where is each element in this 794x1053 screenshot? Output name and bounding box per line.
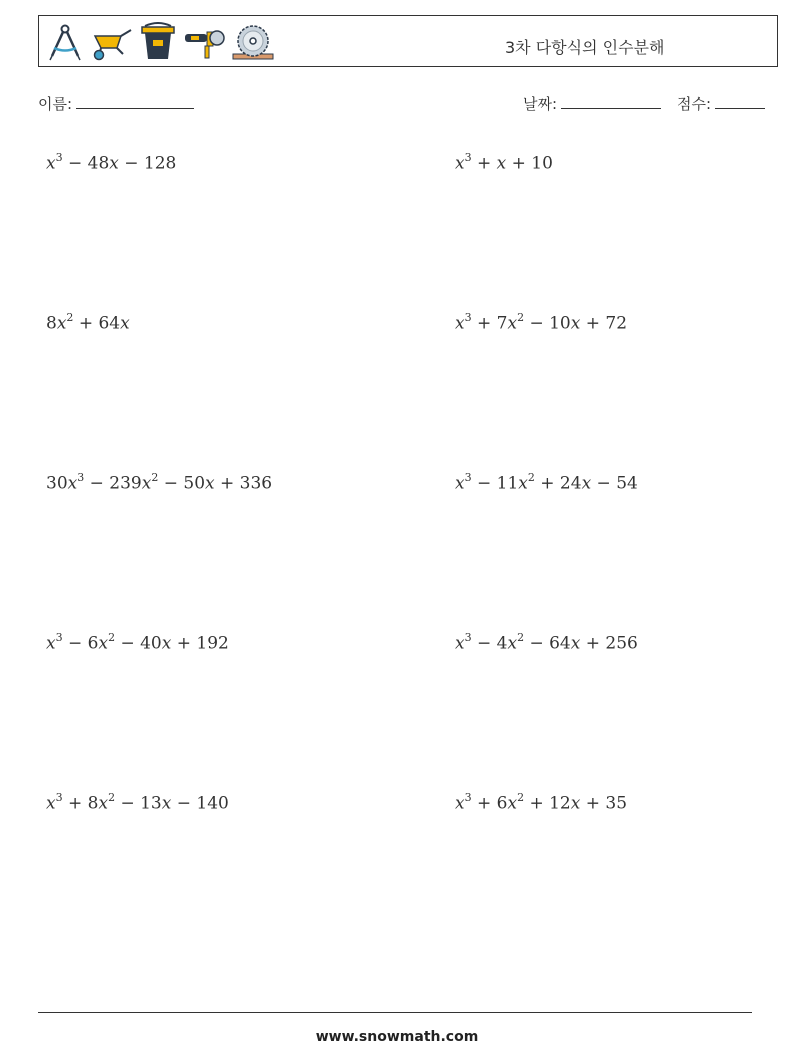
variable: x [98, 793, 109, 814]
variable: x [455, 473, 465, 494]
exponent: 2 [108, 631, 116, 644]
date-field [523, 93, 661, 114]
term-text: − 50 [158, 473, 206, 494]
problem-9 [46, 792, 229, 814]
variable: x [507, 633, 518, 654]
term-text: + 35 [580, 793, 628, 814]
exponent: 2 [517, 791, 525, 804]
variable: x [496, 153, 507, 174]
angle-grinder-icon [183, 22, 225, 62]
score-field [677, 93, 765, 114]
term-text: + [471, 153, 497, 174]
wheelbarrow-icon [91, 22, 133, 62]
worksheet-title: 3차 다항식의 인수분해 [505, 38, 665, 57]
exponent: 3 [55, 791, 63, 804]
term-text: − 4 [471, 633, 508, 654]
term-text: 8 [46, 313, 57, 334]
term-text: − 239 [84, 473, 142, 494]
exponent: 3 [55, 631, 63, 644]
date-label: 날짜: [523, 95, 558, 113]
term-text: + 6 [471, 793, 508, 814]
term-text: − 48 [62, 153, 110, 174]
exponent: 3 [464, 791, 472, 804]
term-text: − 6 [62, 633, 99, 654]
variable: x [455, 153, 465, 174]
variable: x [570, 793, 581, 814]
variable: x [109, 153, 119, 174]
term-text: + 64 [73, 313, 121, 334]
exponent: 3 [77, 471, 85, 484]
exponent: 2 [517, 631, 525, 644]
term-text: + 12 [524, 793, 571, 814]
term-text: − 13 [115, 793, 162, 814]
exponent: 3 [464, 631, 472, 644]
exponent: 2 [108, 791, 116, 804]
term-text: − 54 [591, 473, 638, 494]
name-label: 이름: [38, 95, 73, 113]
name-field [38, 93, 194, 114]
circular-saw-blade-icon [231, 22, 275, 62]
problem-5 [46, 472, 272, 494]
exponent: 2 [66, 311, 74, 324]
term-text: + 256 [580, 633, 638, 654]
term-text: − 140 [171, 793, 229, 814]
variable: x [570, 633, 581, 654]
variable: x [141, 473, 152, 494]
variable: x [205, 473, 215, 494]
variable: x [507, 313, 518, 334]
exponent: 3 [464, 151, 472, 164]
exponent: 3 [464, 311, 472, 324]
variable: x [455, 793, 465, 814]
footer-site: www.snowmath.com [315, 1029, 479, 1045]
variable: x [455, 313, 465, 334]
variable: x [98, 633, 109, 654]
problem-8 [455, 632, 638, 654]
variable: x [581, 473, 592, 494]
exponent: 2 [517, 311, 525, 324]
term-text: + 336 [214, 473, 273, 494]
term-text: − 40 [115, 633, 162, 654]
name-blank[interactable] [76, 94, 194, 109]
variable: x [161, 793, 172, 814]
score-label: 점수: [677, 95, 712, 113]
problem-10 [455, 792, 627, 814]
variable: x [120, 313, 130, 334]
date-blank[interactable] [561, 94, 661, 109]
term-text: + 72 [580, 313, 628, 334]
variable: x [507, 793, 518, 814]
problem-4 [455, 312, 627, 334]
footer-divider [38, 1012, 752, 1013]
exponent: 2 [527, 471, 535, 484]
variable: x [518, 473, 528, 494]
term-text: − 11 [471, 473, 519, 494]
exponent: 3 [464, 471, 472, 484]
term-text: 30 [46, 473, 68, 494]
header-icons [45, 22, 275, 62]
variable: x [455, 633, 465, 654]
variable: x [46, 793, 56, 814]
term-text: − 10 [524, 313, 571, 334]
term-text: + 10 [506, 153, 553, 174]
term-text: + 7 [471, 313, 508, 334]
variable: x [161, 633, 172, 654]
term-text: + 8 [62, 793, 99, 814]
worksheet-header [38, 15, 778, 67]
problem-1 [46, 152, 176, 174]
problem-7 [46, 632, 229, 654]
term-text: + 192 [171, 633, 229, 654]
variable: x [46, 633, 56, 654]
exponent: 3 [55, 151, 63, 164]
variable: x [570, 313, 581, 334]
score-blank[interactable] [715, 94, 765, 109]
problem-2 [455, 152, 553, 174]
compass-icon [45, 22, 85, 62]
variable: x [67, 473, 78, 494]
term-text: − 128 [118, 153, 177, 174]
problem-3 [46, 312, 130, 334]
variable: x [46, 153, 56, 174]
exponent: 2 [151, 471, 159, 484]
bucket-icon [139, 22, 177, 62]
problem-6 [455, 472, 638, 494]
variable: x [56, 313, 67, 334]
term-text: + 24 [534, 473, 582, 494]
term-text: − 64 [524, 633, 571, 654]
